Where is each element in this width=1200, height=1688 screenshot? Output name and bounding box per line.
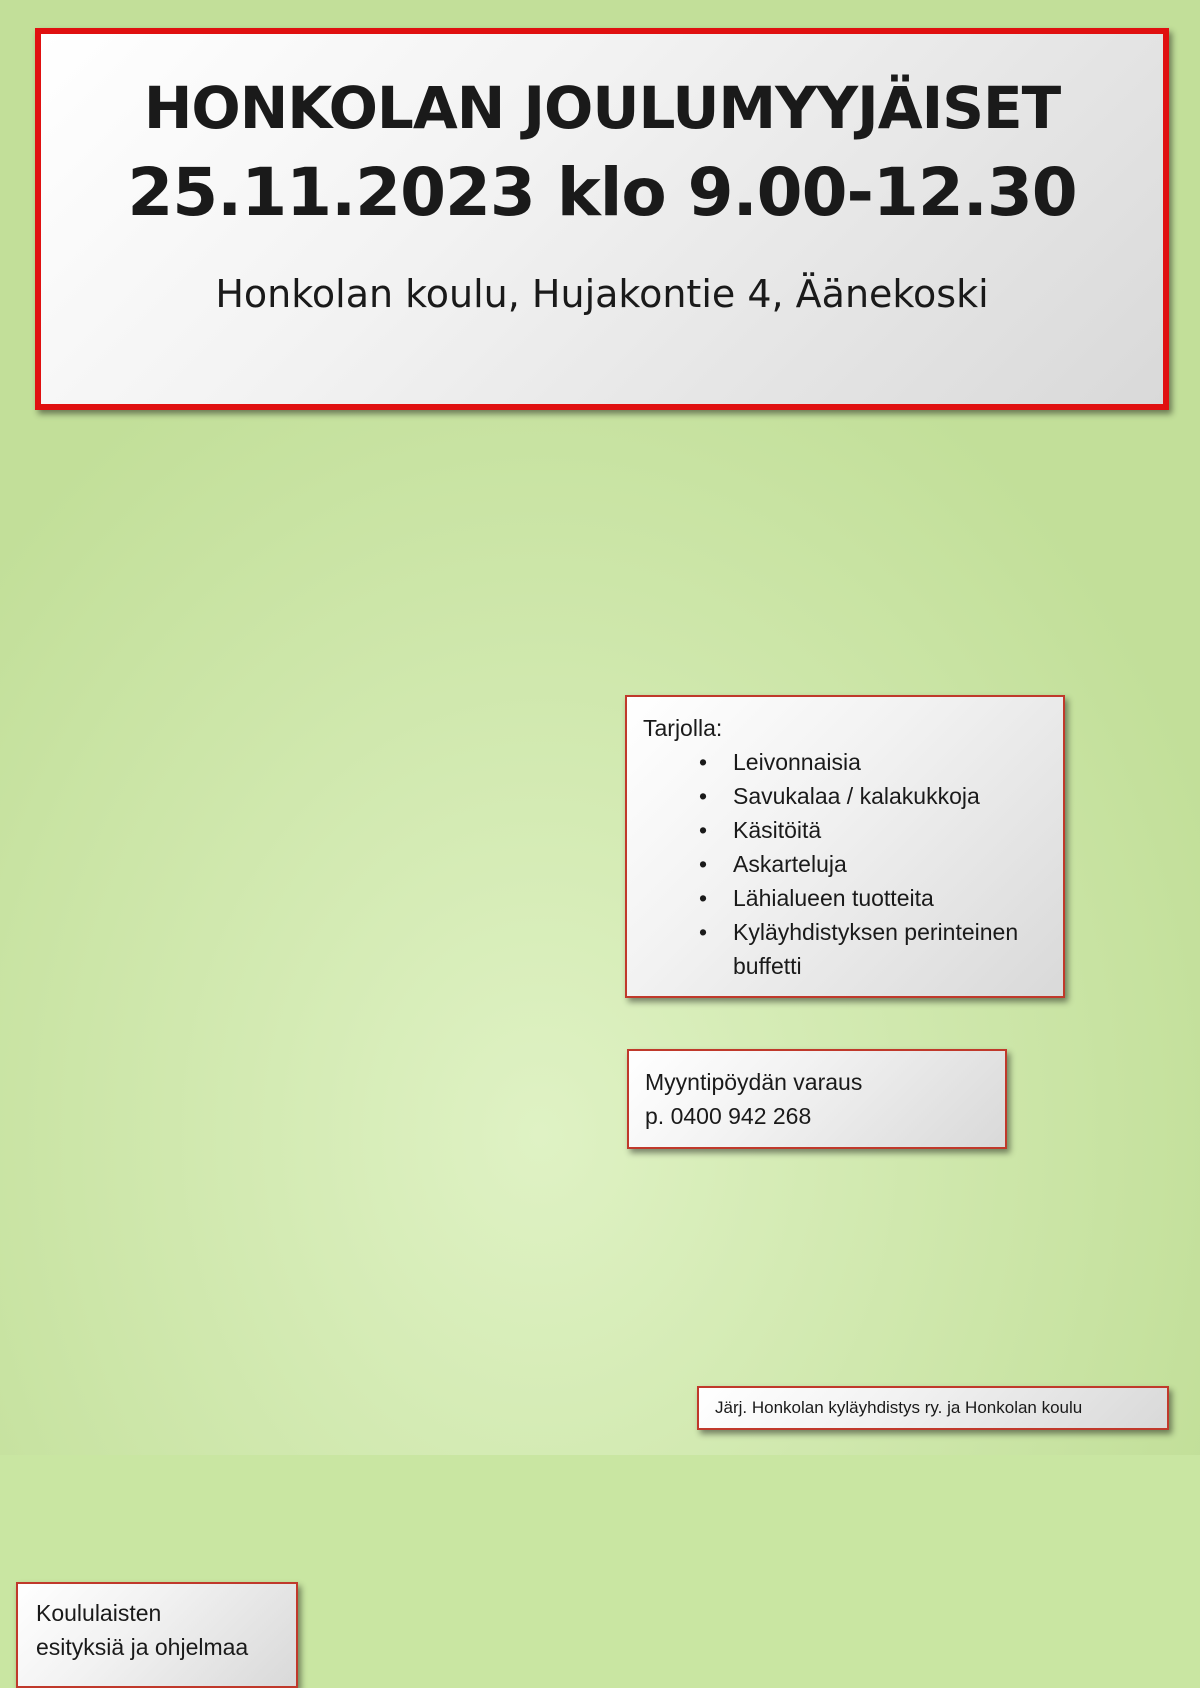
offer-heading: Tarjolla: — [643, 715, 723, 741]
offer-item: • Leivonnaisia — [715, 745, 1063, 779]
organizer-box — [697, 1386, 1169, 1430]
booking-phone: p. 0400 942 268 — [645, 1103, 812, 1129]
event-date-time: 25.11.2023 klo 9.00-12.30 — [127, 154, 1077, 231]
event-location: Honkolan koulu, Hujakontie 4, Äänekoski — [215, 272, 989, 316]
event-header-box — [35, 28, 1169, 410]
offer-item: • Lähialueen tuotteita — [715, 881, 1063, 915]
table-booking-box — [627, 1049, 1007, 1149]
organizer-text: Järj. Honkolan kyläyhdistys ry. ja Honkolan koulu — [715, 1398, 1083, 1417]
student-program-box — [16, 1582, 298, 1688]
student-program-line2: esityksiä ja ohjelmaa — [36, 1634, 249, 1660]
offer-list — [643, 745, 1063, 983]
booking-label: Myyntipöydän varaus — [645, 1069, 863, 1095]
event-title: HONKOLAN JOULUMYYJÄISET — [143, 74, 1061, 142]
offer-item: • Savukalaa / kalakukkoja — [715, 779, 1063, 813]
student-program-line1: Koululaisten — [36, 1600, 162, 1626]
offer-item: • Käsitöitä — [715, 813, 1063, 847]
offer-item: • Askarteluja — [715, 847, 1063, 881]
offer-item: • Kyläyhdistyksen perinteinen buffetti — [715, 915, 1063, 983]
offer-box — [625, 695, 1065, 998]
